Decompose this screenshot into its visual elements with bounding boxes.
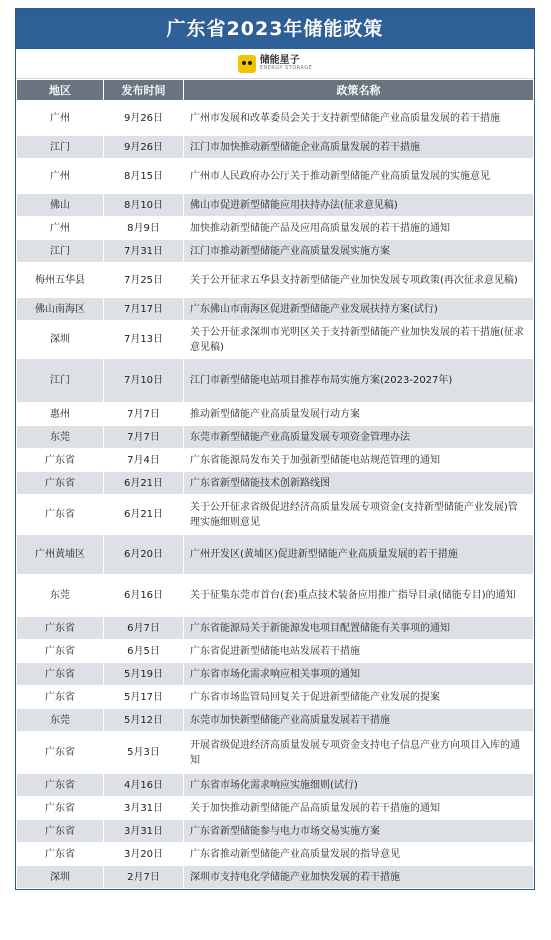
cell-policy-name: 关于公开征求深圳市光明区关于支持新型储能产业加快发展的若干措施(征求意见稿) <box>184 321 534 359</box>
cell-policy-name: 广东省市场监管局回复关于促进新型储能产业发展的提案 <box>184 686 534 709</box>
cell-date: 6月5日 <box>104 640 184 663</box>
cell-region: 广东省 <box>17 820 104 843</box>
cell-date: 7月10日 <box>104 359 184 403</box>
cell-region: 广州 <box>17 159 104 194</box>
table-row <box>17 709 534 732</box>
cell-policy-name: 推动新型储能产业高质量发展行动方案 <box>184 403 534 426</box>
cell-policy-name: 广东省市场化需求响应实施细则(试行) <box>184 774 534 797</box>
cell-region: 深圳 <box>17 866 104 889</box>
cell-date: 7月7日 <box>104 426 184 449</box>
cell-date: 3月20日 <box>104 843 184 866</box>
cell-date: 2月7日 <box>104 866 184 889</box>
table-row <box>17 240 534 263</box>
cell-region: 广州 <box>17 101 104 136</box>
cell-policy-name: 佛山市促进新型储能应用扶持办法(征求意见稿) <box>184 194 534 217</box>
table-row <box>17 136 534 159</box>
cell-region: 佛山 <box>17 194 104 217</box>
cell-date: 7月31日 <box>104 240 184 263</box>
table-row <box>17 663 534 686</box>
table-row <box>17 359 534 403</box>
cell-region: 深圳 <box>17 321 104 359</box>
logo-robot-icon <box>238 55 256 73</box>
cell-policy-name: 广东省市场化需求响应相关事项的通知 <box>184 663 534 686</box>
cell-date: 9月26日 <box>104 101 184 136</box>
table-row <box>17 426 534 449</box>
cell-policy-name: 广东佛山市南海区促进新型储能产业发展扶持方案(试行) <box>184 298 534 321</box>
cell-policy-name: 广州开发区(黄埔区)促进新型储能产业高质量发展的若干措施 <box>184 535 534 575</box>
table-row <box>17 820 534 843</box>
cell-policy-name: 广东省能源局关于新能源发电项目配置储能有关事项的通知 <box>184 617 534 640</box>
policy-table <box>16 79 534 889</box>
table-row <box>17 866 534 889</box>
cell-date: 9月26日 <box>104 136 184 159</box>
cell-policy-name: 东莞市加快新型储能产业高质量发展若干措施 <box>184 709 534 732</box>
cell-policy-name: 关于公开征求省级促进经济高质量发展专项资金(支持新型储能产业发展)管理实施细则意见 <box>184 495 534 535</box>
logo-name: 储能星子 <box>259 55 300 66</box>
cell-policy-name: 江门市新型储能电站项目推荐布局实施方案(2023-2027年) <box>184 359 534 403</box>
cell-policy-name: 东莞市新型储能产业高质量发展专项资金管理办法 <box>184 426 534 449</box>
cell-policy-name: 广州市发展和改革委员会关于支持新型储能产业高质量发展的若干措施 <box>184 101 534 136</box>
table-row <box>17 732 534 774</box>
cell-policy-name: 广州市人民政府办公厅关于推动新型储能产业高质量发展的实施意见 <box>184 159 534 194</box>
cell-region: 广东省 <box>17 774 104 797</box>
cell-date: 4月16日 <box>104 774 184 797</box>
table-row <box>17 640 534 663</box>
cell-region: 广东省 <box>17 843 104 866</box>
cell-policy-name: 广东省能源局发布关于加强新型储能电站规范管理的通知 <box>184 449 534 472</box>
cell-region: 东莞 <box>17 575 104 617</box>
cell-region: 广州 <box>17 217 104 240</box>
cell-date: 5月3日 <box>104 732 184 774</box>
cell-date: 5月12日 <box>104 709 184 732</box>
table-row <box>17 535 534 575</box>
cell-region: 广东省 <box>17 617 104 640</box>
table-row <box>17 797 534 820</box>
cell-date: 5月17日 <box>104 686 184 709</box>
table-row <box>17 495 534 535</box>
cell-policy-name: 加快推动新型储能产品及应用高质量发展的若干措施的通知 <box>184 217 534 240</box>
cell-policy-name: 广东省推动新型储能产业高质量发展的指导意见 <box>184 843 534 866</box>
cell-policy-name: 广东省新型储能技术创新路线图 <box>184 472 534 495</box>
table-row <box>17 159 534 194</box>
cell-region: 梅州五华县 <box>17 263 104 298</box>
table-row <box>17 101 534 136</box>
cell-policy-name: 开展省级促进经济高质量发展专项资金支持电子信息产业方向项目入库的通知 <box>184 732 534 774</box>
cell-policy-name: 关于加快推动新型储能产品高质量发展的若干措施的通知 <box>184 797 534 820</box>
cell-region: 广东省 <box>17 495 104 535</box>
cell-region: 惠州 <box>17 403 104 426</box>
table-row <box>17 194 534 217</box>
cell-date: 7月13日 <box>104 321 184 359</box>
cell-policy-name: 深圳市支持电化学储能产业加快发展的若干措施 <box>184 866 534 889</box>
cell-region: 江门 <box>17 136 104 159</box>
table-row <box>17 617 534 640</box>
cell-date: 6月20日 <box>104 535 184 575</box>
cell-date: 8月9日 <box>104 217 184 240</box>
logo <box>260 56 313 71</box>
cell-date: 8月10日 <box>104 194 184 217</box>
cell-date: 8月15日 <box>104 159 184 194</box>
cell-date: 7月17日 <box>104 298 184 321</box>
table-row <box>17 403 534 426</box>
cell-region: 东莞 <box>17 426 104 449</box>
cell-date: 3月31日 <box>104 797 184 820</box>
cell-region: 广东省 <box>17 797 104 820</box>
cell-policy-name: 广东省新型储能参与电力市场交易实施方案 <box>184 820 534 843</box>
cell-policy-name: 江门市推动新型储能产业高质量发展实施方案 <box>184 240 534 263</box>
header-region: 地区 <box>17 80 104 101</box>
cell-date: 7月4日 <box>104 449 184 472</box>
table-row <box>17 217 534 240</box>
table-row <box>17 321 534 359</box>
table-row <box>17 472 534 495</box>
cell-region: 广东省 <box>17 732 104 774</box>
table-row <box>17 298 534 321</box>
cell-date: 6月21日 <box>104 495 184 535</box>
cell-date: 7月7日 <box>104 403 184 426</box>
cell-region: 广东省 <box>17 472 104 495</box>
cell-region: 江门 <box>17 359 104 403</box>
cell-date: 6月21日 <box>104 472 184 495</box>
cell-region: 江门 <box>17 240 104 263</box>
cell-date: 7月25日 <box>104 263 184 298</box>
table-row <box>17 263 534 298</box>
table-row <box>17 449 534 472</box>
table-row <box>17 774 534 797</box>
header-date: 发布时间 <box>104 80 184 101</box>
logo-subtitle: ENERGY STORAGE <box>259 65 313 71</box>
header-policy-name: 政策名称 <box>184 80 534 101</box>
cell-region: 东莞 <box>17 709 104 732</box>
cell-region: 广东省 <box>17 640 104 663</box>
table-row <box>17 686 534 709</box>
table-row <box>17 843 534 866</box>
cell-region: 广州黄埔区 <box>17 535 104 575</box>
cell-region: 佛山南海区 <box>17 298 104 321</box>
cell-region: 广东省 <box>17 449 104 472</box>
cell-date: 6月7日 <box>104 617 184 640</box>
cell-date: 3月31日 <box>104 820 184 843</box>
cell-region: 广东省 <box>17 686 104 709</box>
table-row <box>17 575 534 617</box>
cell-policy-name: 关于征集东莞市首台(套)重点技术装备应用推广指导目录(储能专目)的通知 <box>184 575 534 617</box>
logo-bar <box>16 49 534 79</box>
cell-policy-name: 广东省促进新型储能电站发展若干措施 <box>184 640 534 663</box>
cell-policy-name: 关于公开征求五华县支持新型储能产业加快发展专项政策(再次征求意见稿) <box>184 263 534 298</box>
table-header-row <box>17 80 534 101</box>
table-body <box>17 101 534 889</box>
cell-date: 6月16日 <box>104 575 184 617</box>
cell-region: 广东省 <box>17 663 104 686</box>
cell-date: 5月19日 <box>104 663 184 686</box>
policy-table-card <box>15 8 535 890</box>
cell-policy-name: 江门市加快推动新型储能企业高质量发展的若干措施 <box>184 136 534 159</box>
page-title: 广东省2023年储能政策 <box>16 9 534 49</box>
